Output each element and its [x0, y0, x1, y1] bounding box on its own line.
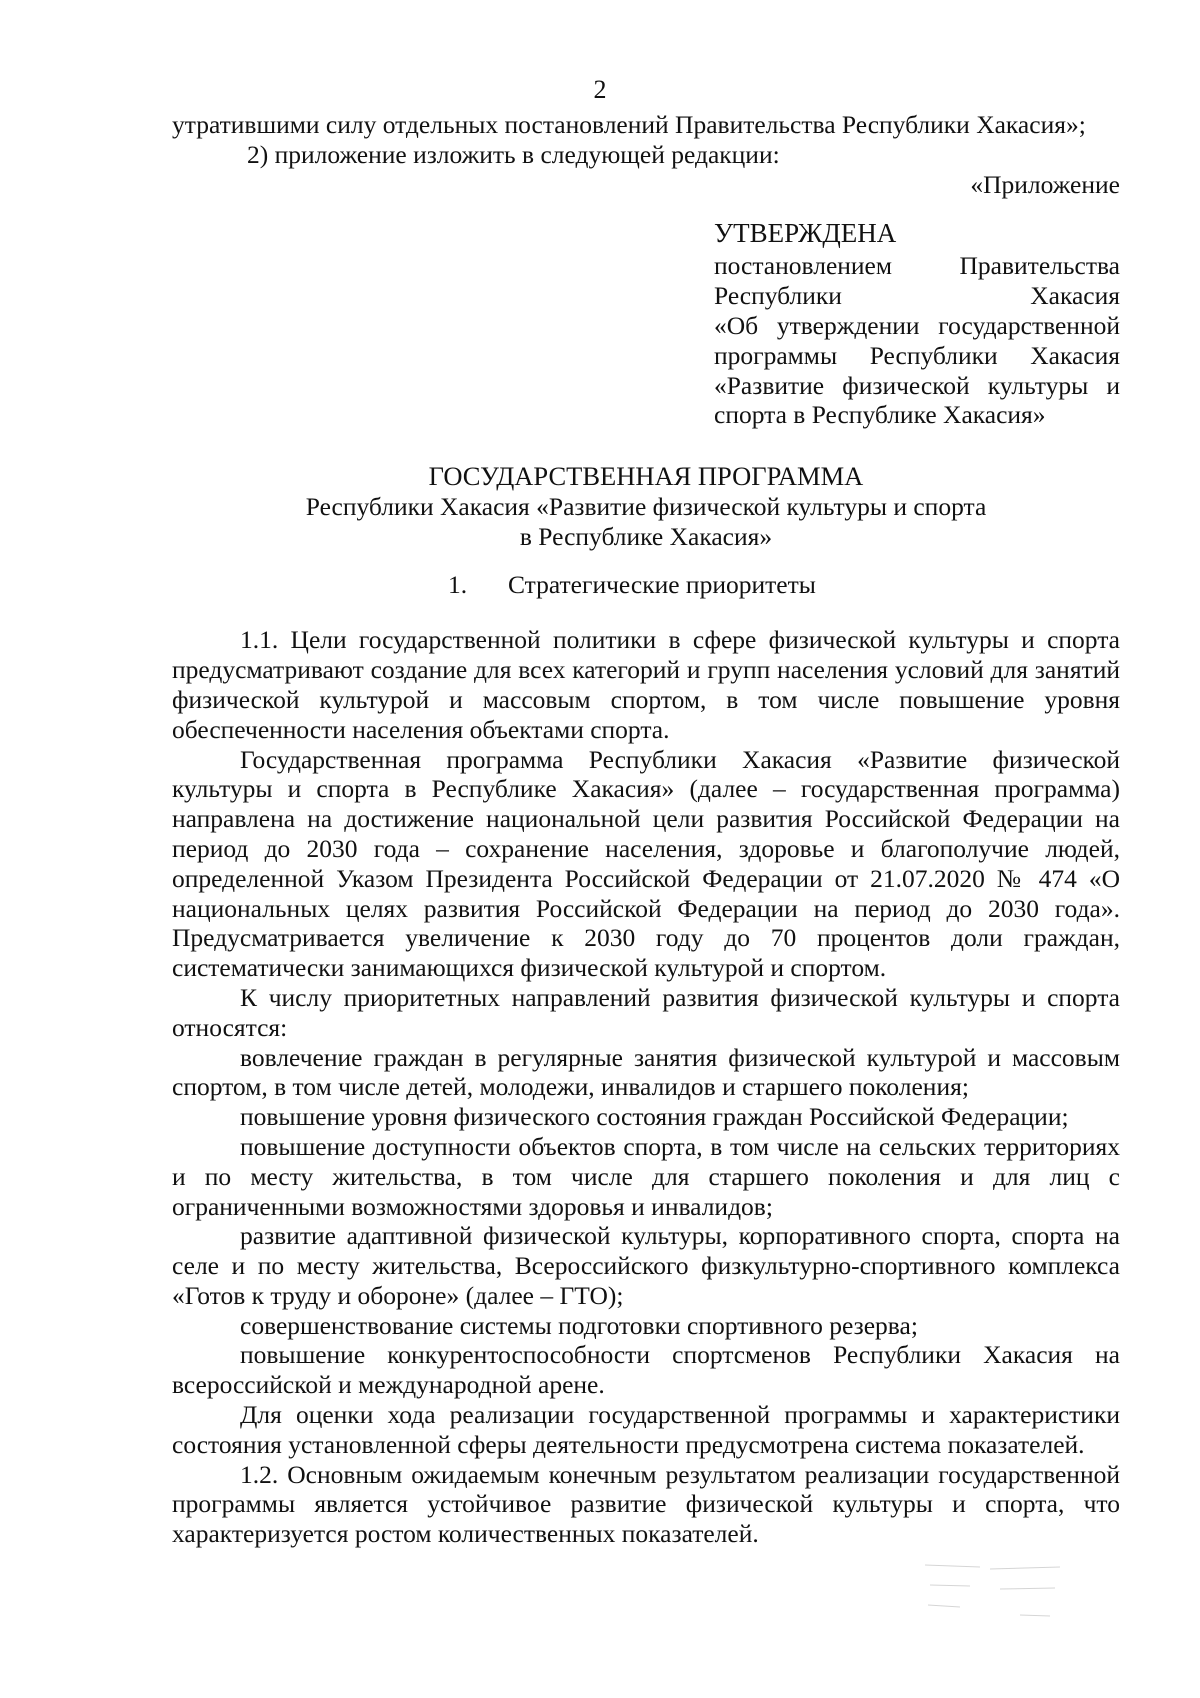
program-title [172, 462, 1120, 551]
paragraph: Для оценки хода реализации государственной программы и характеристики состояния установленной сферы деятельности предусмотрена система показателей. [172, 1400, 1120, 1459]
paragraph: повышение уровня физического состояния граждан Российской Федерации; [240, 1102, 1069, 1132]
faint-stamp-mark [920, 1555, 1070, 1635]
program-title-line: ГОСУДАРСТВЕННАЯ ПРОГРАММА [428, 461, 864, 492]
paragraph: совершенствование системы подготовки спортивного резерва; [240, 1310, 918, 1340]
paragraph: К числу приоритетных направлений развития физической культуры и спорта относятся: [172, 982, 1120, 1042]
program-title-line: в Республике Хакасия» [519, 521, 773, 551]
section-number: 1. [448, 569, 468, 599]
appendix-label: «Приложение [970, 169, 1120, 199]
paragraph: развитие адаптивной физической культуры, корпоративного спорта, спорта на селе и по месту жительства, Всероссийского физкультурно-спортивного комплекса «Готов к труду и обороне» (далее – ГТО); [172, 1221, 1120, 1310]
paragraph: вовлечение граждан в регулярные занятия физической культурой и массовым спортом, в том числе детей, молодежи, инвалидов и старшего поколения; [172, 1042, 1120, 1102]
document-body [172, 110, 1120, 1549]
approval-line: Республики Хакасия [714, 281, 1120, 311]
paragraph: повышение конкурентоспособности спортсменов Республики Хакасия на всероссийской и международной арене. [172, 1340, 1120, 1400]
paragraph: Государственная программа Республики Хакасия «Развитие физической культуры и спорта в Республике Хакасия» (далее – государственная программа) направлена на достижение национальной цели развития Российской Федерации на период до 2030 года – сохранение населения, здоровье и благополучие людей, определенной Указом Президента Российской Федерации от 21.07.2020 № 474 «О национальных целях развития Российской Федерации на период до 2030 года». Предусматривается увеличение к 2030 году до 70 процентов доли граждан, систематически занимающихся физической культурой и спортом. [172, 744, 1120, 983]
approval-line: спорта в Республике Хакасия» [714, 400, 1046, 430]
page-number: 2 [593, 75, 607, 104]
paragraph: 1.2. Основным ожидаемым конечным результатом реализации государственной программы является устойчивое развитие физической культуры и спорта, что характеризуется ростом количественных показателей. [172, 1459, 1120, 1549]
approval-line: программы Республики Хакасия [714, 340, 1120, 370]
section-heading [172, 570, 1120, 600]
section-title: Стратегические приоритеты [508, 569, 816, 599]
text-line: утратившими силу отдельных постановлений Правительства Республики Хакасия»; [172, 110, 1086, 139]
approval-line: «Развитие физической культуры и [714, 370, 1120, 400]
approval-block [714, 217, 1120, 430]
paragraph: повышение доступности объектов спорта, в том числе на сельских территориях и по месту жительства, в том числе для старшего поколения и для лиц с ограниченными возможностями здоровья и инвалидов; [172, 1131, 1120, 1221]
paragraph: 1.1. Цели государственной политики в сфере физической культуры и спорта предусматривают создание для всех категорий и групп населения условий для занятий физической культурой и массовым спортом, в том числе повышение уровня обеспеченности населения объектами спорта. [172, 625, 1120, 744]
program-title-line: Республики Хакасия «Развитие физической культуры и спорта [305, 491, 987, 521]
approval-line: постановлением Правительства [714, 251, 1120, 281]
approval-line: «Об утверждении государственной [714, 310, 1120, 340]
text-line: 2) приложение изложить в следующей редакции: [247, 139, 780, 169]
approval-heading: УТВЕРЖДЕНА [714, 218, 897, 249]
